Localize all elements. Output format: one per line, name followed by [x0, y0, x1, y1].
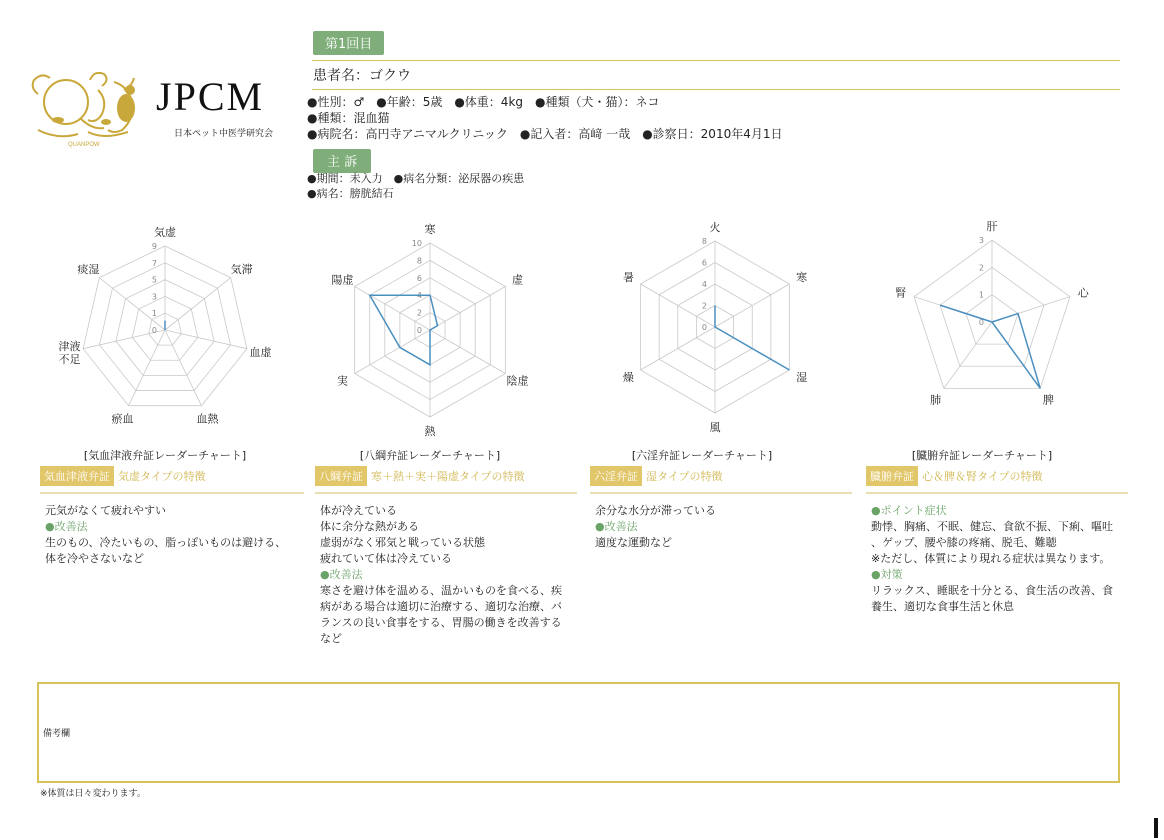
chart-caption-zofu: [臓腑弁証レーダーチャート] [911, 449, 1053, 462]
radar-axis-label: 脾 [1042, 393, 1054, 407]
radar-tick-label: 2 [978, 263, 984, 273]
radar-axis-line [165, 330, 201, 406]
radar-axis-label: 熱 [424, 425, 436, 438]
divider [40, 492, 304, 494]
radar-axis-label: 陰虚 [506, 374, 529, 388]
panel-heading: ●改善法 [45, 520, 88, 533]
panel-badge: 六淫弁証 [590, 466, 642, 486]
radar-axis-label: 湿 [796, 371, 808, 384]
panel-text-line: ※ただし、体質により現れる症状は異なります。 [871, 552, 1111, 565]
radar-tick-label: 4 [701, 280, 707, 289]
scan-mark [1154, 818, 1158, 838]
radar-axis-label: 瘀血 [111, 412, 134, 426]
logo-brand: JPCM [156, 74, 265, 119]
radar-tick-label: 8 [416, 256, 422, 266]
panel-text-line: 寒さを避け体を温める、温かいものを食べる、疾 [320, 584, 562, 597]
panel-text-line: など [320, 632, 342, 645]
radar-axis-line [355, 330, 430, 374]
complaint-line-2: ●病名：膀胱結石 [307, 187, 394, 200]
panel-text-line: 動悸、胸痛、不眠、健忘、食欲不振、下痢、嘔吐 [871, 520, 1113, 533]
radar-tick-label: 0 [701, 323, 707, 332]
radar-tick-label: 6 [416, 273, 422, 283]
radar-tick-label: 1 [978, 290, 984, 300]
patient-name: 患者名：ゴクウ [313, 68, 411, 84]
divider [866, 492, 1128, 494]
radar-axis-label: 虚 [511, 273, 523, 287]
session-label: 第1回目 [313, 31, 384, 55]
radar-axis-label: 火 [709, 221, 721, 234]
radar-axis-line [944, 322, 992, 388]
panel-heading: ●対策 [871, 568, 903, 581]
panel-text-line: ランスの良い食事をする、胃腸の働きを改善する [320, 616, 562, 629]
panel-type-text: 寒＋熱＋実＋陽虚タイプの特徴 [371, 470, 525, 483]
radar-axis-label: 風 [709, 421, 721, 434]
panel-heading: ●改善法 [320, 568, 363, 581]
panel-hakko [315, 465, 577, 647]
chart-caption-hakko: [八綱弁証レーダーチャート] [359, 449, 501, 462]
panel-body [40, 503, 304, 567]
radar-tick-label: 2 [701, 301, 707, 311]
radar-tick-label: 9 [151, 242, 157, 251]
radar-tick-label: 6 [701, 258, 707, 268]
radar-tick-label: 1 [151, 309, 157, 319]
patient-line-3: ●病院名：高円寺アニマルクリニック ●記入者：高﨑 一哉 ●診察日：2010年4月1日 [307, 127, 783, 141]
radar-axis-line [129, 330, 165, 406]
radar-axis-label: 腎 [895, 286, 907, 300]
panel-text-line: 病がある場合は適切に治療する、適切な治療、バ [320, 600, 562, 613]
radar-axis-label: 気虚 [154, 226, 176, 239]
radar-chart-rokuin [623, 220, 807, 434]
complaint-line-1: ●期間：未入力 ●病名分類：泌尿器の疾患 [307, 172, 525, 185]
radar-axis-label: 血熱 [196, 412, 219, 426]
panel-zofu [866, 465, 1128, 615]
chart-caption-kiketsu: [気血津液弁証レーダーチャート] [83, 449, 247, 462]
radar-axis-label: 肝 [986, 220, 998, 233]
radar-tick-label: 0 [978, 318, 984, 327]
panel-type-text: 湿タイプの特徴 [646, 470, 723, 483]
radar-axis-line [430, 330, 505, 374]
radar-chart-zofu [895, 220, 1090, 407]
footnote: ※体質は日々変わります。 [40, 789, 146, 799]
panel-kiketsu [40, 465, 304, 567]
memo-box[interactable] [37, 682, 1120, 783]
radar-axis-label: 陽虚 [331, 273, 354, 287]
radar-tick-label: 3 [978, 236, 984, 245]
radar-tick-label: 5 [151, 275, 157, 285]
panel-text-line: 、ゲップ、腰や膝の疼痛、脱毛、難聴 [871, 536, 1057, 549]
radar-tick-label: 3 [151, 292, 157, 302]
panel-text-line: 体を冷やさないなど [45, 552, 144, 565]
patient-line-2: ●種類：混血猫 [307, 111, 390, 125]
radar-axis-label: 痰湿 [77, 262, 100, 276]
radar-axis-label: 寒 [796, 271, 808, 284]
panel-text-line: 元気がなくて疲れやすい [45, 504, 166, 517]
panel-text-line: 体に余分な熱がある [320, 520, 419, 533]
chart-caption-rokuin: [六淫弁証レーダーチャート] [631, 449, 773, 462]
patient-line-1: ●性別：♂ ●年齢：5歳 ●体重：4kg ●種類（犬・猫）：ネコ [307, 95, 660, 109]
panel-text-line: 虚弱がなく邪気と戦っている状態 [320, 536, 485, 549]
radar-data-polygon [940, 305, 1040, 388]
radar-tick-label: 2 [416, 308, 422, 318]
panel-text-line: 養生、適切な食事生活と休息 [871, 600, 1014, 613]
panel-type-text: 心＆脾＆腎タイプの特徴 [922, 470, 1043, 483]
panel-text-line: 適度な運動など [595, 536, 672, 549]
panel-heading: ●ポイント症状 [871, 504, 947, 517]
panel-body [590, 503, 852, 551]
radar-tick-label: 4 [416, 291, 422, 301]
radar-axis-label: 暑 [622, 271, 634, 284]
panel-text-line: 体が冷えている [320, 504, 397, 517]
panel-text-line: リラックス、睡眠を十分とる、食生活の改善、食 [871, 584, 1113, 597]
panel-badge: 八綱弁証 [315, 466, 367, 486]
logo-sub-text: QUANPOW [68, 142, 100, 148]
radar-tick-label: 0 [416, 326, 422, 335]
panel-heading: ●改善法 [595, 520, 638, 533]
radar-data-polygon [370, 295, 438, 365]
panel-badge: 気血津液弁証 [40, 466, 114, 486]
radar-chart-kiketsu [58, 225, 271, 425]
panel-text-line: 余分な水分が滞っている [595, 504, 716, 517]
radar-axis-label: 心 [1077, 286, 1089, 300]
radar-axis-label: 実 [337, 374, 349, 388]
memo-label: 備考欄 [43, 729, 71, 739]
panel-text-line: 生のもの、冷たいもの、脂っぽいものは避ける、 [45, 536, 287, 549]
radar-axis-label: 津液不足 [58, 339, 81, 366]
divider [590, 492, 852, 494]
panel-rokuin [590, 465, 852, 551]
panel-text-line: 疲れていて体は冷えている [320, 552, 452, 565]
radar-axis-label: 燥 [622, 371, 634, 384]
radar-axis-label: 気滞 [230, 262, 253, 276]
radar-axis-line [430, 287, 505, 331]
logo-org: 日本ペット中医学研究会 [174, 129, 274, 139]
radar-chart-hakko [332, 222, 529, 438]
panel-badge: 臓腑弁証 [866, 466, 918, 486]
panel-body [866, 503, 1128, 615]
panel-body [315, 503, 577, 647]
radar-tick-label: 10 [411, 239, 422, 248]
radar-axis-label: 血虚 [249, 345, 272, 359]
divider [315, 492, 577, 494]
complaint-label: 主 訴 [313, 149, 371, 173]
radar-tick-label: 0 [151, 326, 157, 335]
radar-axis-label: 肺 [930, 393, 942, 407]
radar-axis-label: 寒 [424, 223, 436, 236]
radar-tick-label: 8 [701, 237, 707, 246]
panel-type-text: 気虚タイプの特徴 [118, 470, 206, 483]
radar-tick-label: 7 [151, 258, 157, 268]
